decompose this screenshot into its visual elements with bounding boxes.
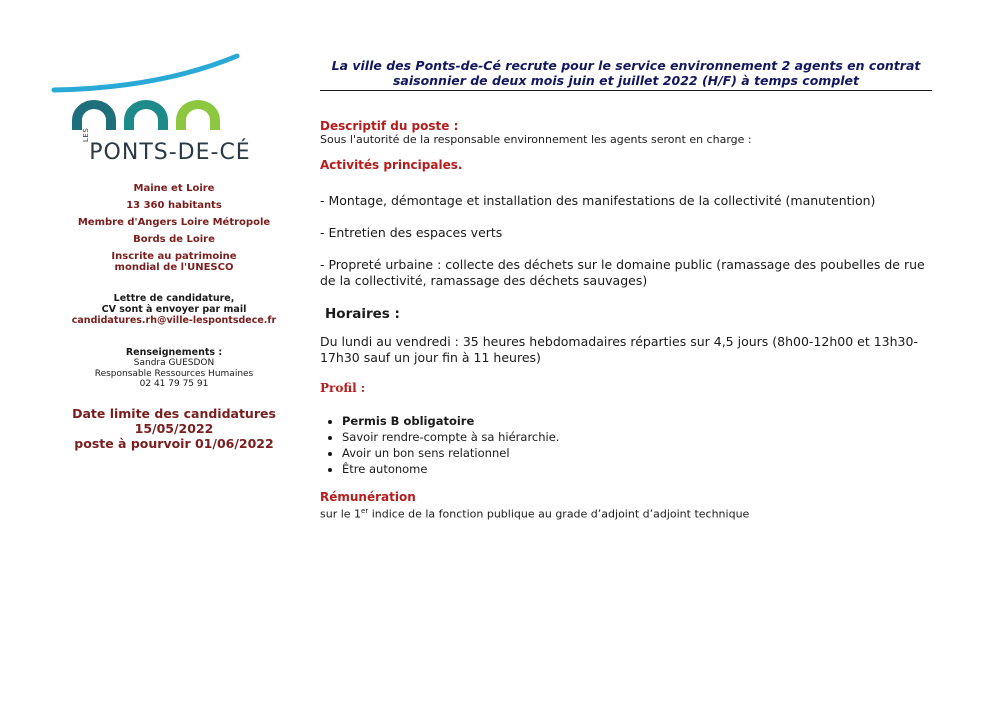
info-line: Maine et Loire — [133, 183, 215, 194]
application-info — [50, 293, 298, 327]
descriptif-section — [320, 119, 932, 147]
deadline-date: 15/05/2022 — [134, 420, 214, 436]
horaires-heading: Horaires : — [325, 306, 400, 322]
info-line: 13 360 habitants — [126, 200, 222, 211]
unesco-line: Inscrite au patrimoine — [111, 251, 237, 262]
application-email[interactable]: candidatures.rh@ville-lespontsdece.fr — [71, 315, 277, 326]
title-line: La ville des Ponts-de-Cé recrute pour le service environnement 2 agents en contrat — [331, 58, 921, 73]
descriptif-text: Sous l'autorité de la responsable environnement les agents seront en charge : — [320, 133, 752, 146]
activite-item: - Entretien des espaces verts — [320, 225, 503, 240]
posting-title — [320, 58, 932, 91]
start-date: poste à pourvoir 01/06/2022 — [74, 435, 274, 451]
contact-title: Renseignements : — [125, 347, 223, 358]
town-logo — [50, 50, 298, 170]
application-line: CV sont à envoyer par mail — [101, 304, 247, 315]
remuneration-sup: er — [361, 507, 369, 515]
profil-item: • Permis B obligatoire — [342, 413, 932, 429]
title-line: saisonnier de deux mois juin et juillet 2022 (H/F) à temps complet — [392, 73, 860, 88]
logo-wordmark: PONTS-DE-CÉ — [89, 140, 251, 165]
contact-phone: 02 41 79 75 91 — [139, 379, 209, 389]
remuneration-heading: Rémunération — [320, 490, 416, 504]
activite-item: - Montage, démontage et installation des manifestations de la collectivité (manutention) — [320, 193, 876, 208]
job-posting — [320, 58, 932, 522]
profil-item: • Être autonome — [342, 461, 932, 477]
unesco-line: mondial de l'UNESCO — [114, 262, 234, 273]
application-line: Lettre de candidature, — [113, 293, 235, 304]
profil-list — [320, 413, 932, 477]
remuneration-text — [320, 504, 932, 522]
profil-heading: Profil : — [320, 381, 366, 395]
logo-les-text: LES — [82, 127, 90, 142]
profil-item: • Savoir rendre-compte à sa hiérarchie. — [342, 429, 932, 445]
contact-info — [50, 347, 298, 390]
sidebar — [50, 50, 298, 451]
contact-role: Responsable Ressources Humaines — [94, 368, 254, 379]
town-info — [50, 180, 298, 273]
descriptif-heading: Descriptif du poste : — [320, 119, 459, 133]
profil-item: • Avoir un bon sens relationnel — [342, 445, 932, 461]
info-line: Bords de Loire — [133, 234, 215, 245]
remuneration-before: sur le 1 — [320, 507, 362, 521]
horaires-text: Du lundi au vendredi : 35 heures hebdomadaires réparties sur 4,5 jours (8h00-12h00 et 13h30-17h30 sauf un jour fin à 11 heures) — [320, 334, 918, 365]
activite-item: - Propreté urbaine : collecte des déchets sur le domaine public (ramassage des poubelles de rue de la collectivité, ramassage des déchets sauvages) — [320, 257, 925, 288]
deadline-block — [50, 406, 298, 451]
remuneration-after: indice de la fonction publique au grade d’adjoint d’adjoint technique — [368, 507, 750, 521]
deadline-title: Date limite des candidatures — [72, 405, 276, 421]
activites-heading: Activités principales. — [320, 158, 463, 172]
info-line: Membre d'Angers Loire Métropole — [77, 217, 271, 228]
contact-name: Sandra GUESDON — [133, 358, 215, 368]
